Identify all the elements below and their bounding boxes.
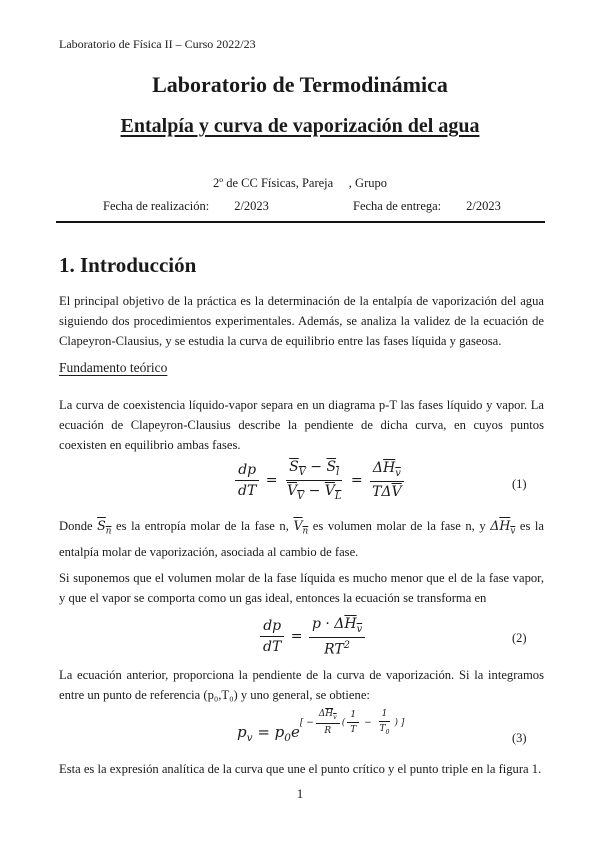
enthalpy-symbol: $\Delta H_v$ — [490, 518, 516, 537]
equation-number-1: (1) — [512, 477, 527, 491]
subsection-title: Fundamento teórico — [59, 360, 168, 375]
paragraph-final: Esta es la expresión analítica de la curva que une el punto crítico y el punto triple en la figura 1. — [59, 762, 542, 776]
paragraph-coexistencia: La curva de coexistencia líquido-vapor separa en un diagrama p-T las fases líquido y vapor. La ecuación de Clapeyron-Clausius describe la pendiente de dicha curva, en cuyos puntos coexisten en equilibrio ambas fases. — [59, 398, 544, 452]
donde-text-4: es la entalpía molar de vaporización, asociada al cambio de fase. — [59, 519, 544, 559]
paragraph-donde — [59, 516, 544, 562]
equation-3: $p_v = p_0e[ - \Delta Hv R ( 1 T - 1 T0 ) ]$ — [237, 709, 405, 744]
volume-symbol: $V_n$ — [293, 518, 309, 537]
equation-number-3: (3) — [512, 731, 527, 745]
donde-text-1: Donde — [59, 519, 98, 533]
document-subtitle: Entalpía y curva de vaporización del agua — [120, 115, 480, 137]
donde-text-3: es volumen molar de la fase n, y — [308, 519, 491, 533]
page-header: Laboratorio de Física II – Curso 2022/23 — [59, 37, 256, 51]
page-number: 1 — [296, 786, 304, 801]
equation-1: $\frac{dp}{dT}$ = $\frac{S_V - S_l}{V_V - V_L}$ = $\frac{\Delta H_v}{T\Delta\overline{V}}$ — [233, 459, 407, 502]
equation-number-2: (2) — [512, 631, 527, 645]
entropy-symbol: $S_n$ — [97, 518, 112, 537]
fecha-entrega: Fecha de entrega: 2/2023 — [353, 199, 501, 213]
section-title-introduccion: 1. Introducción — [59, 253, 197, 277]
paragraph-anterior: La ecuación anterior, proporciona la pendiente de la curva de vaporización. Si la integramos entre un punto de referencia (p₀,T₀) y uno general, se obtiene: — [59, 668, 544, 702]
info-line: 2º de CC Físicas, Pareja , Grupo — [213, 176, 387, 190]
header-divider — [56, 221, 545, 223]
document-title: Laboratorio de Termodinámica — [152, 72, 448, 97]
fecha-realizacion: Fecha de realización: 2/2023 — [103, 199, 269, 213]
paragraph-suponemos: Si suponemos que el volumen molar de la fase líquida es mucho menor que el de la fase vapor, y que el vapor se comporta como un gas ideal, entonces la ecuación se transforma en — [59, 571, 544, 605]
donde-text-2: es la entropía molar de la fase n, — [111, 519, 294, 533]
intro-paragraph: El principal objetivo de la práctica es la determinación de la entalpía de vaporización del agua siguiendo dos procedimientos experimentales. Además, se analiza la validez de la ecuación de Clapeyron-Clausius, y se estudia la curva de equilibrio entre las fases líquida y gaseosa. — [59, 294, 544, 348]
equation-2: $\frac{dp}{dT}$ = $\frac{p \cdot \Delta H_v}{RT^2}$ — [258, 616, 367, 657]
